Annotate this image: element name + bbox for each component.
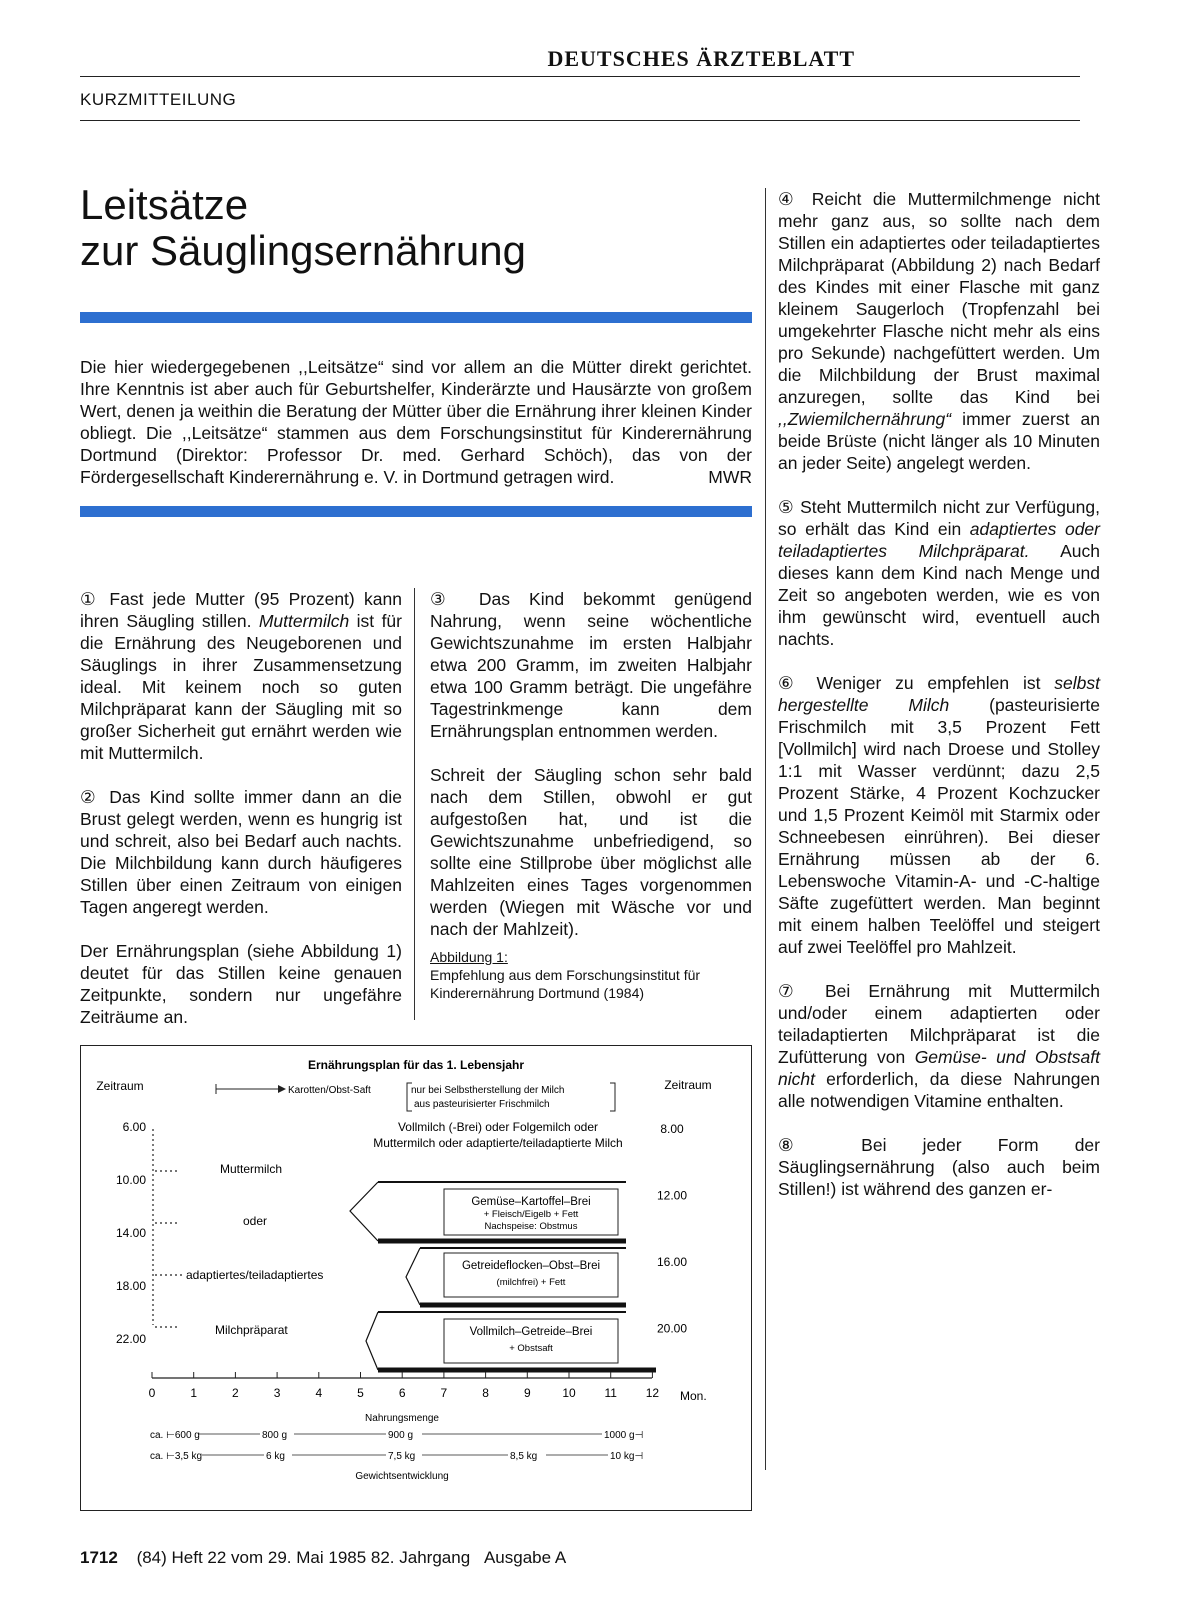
weight-value-4: 10 kg⊣ bbox=[610, 1451, 644, 1462]
month-label-11: 11 bbox=[604, 1386, 617, 1400]
amount-value-2: 900 g bbox=[388, 1430, 414, 1441]
left-time-3: 18.00 bbox=[115, 1279, 146, 1293]
intro-top-bar bbox=[80, 312, 752, 323]
intro-paragraph bbox=[80, 356, 752, 488]
amount-value-0: ca. ⊢600 g bbox=[150, 1430, 200, 1441]
month-label-5: 5 bbox=[357, 1386, 364, 1400]
box-gemuese-line-3: Nachspeise: Obstmus bbox=[484, 1221, 578, 1232]
month-label-7: 7 bbox=[440, 1386, 448, 1400]
paragraph-7: ⑤ Steht Muttermilch nicht zur Verfügung, so erhält das Kind ein adaptiertes oder teiladaptiertes Milchpräparat. Auch dieses kann dem Kind nach Menge und Zeit so angeboten werden, wie es von ihm gewünscht wird, eventuell auch nachts. bbox=[778, 497, 1100, 649]
journal-name: DEUTSCHES ÄRZTEBLATT bbox=[547, 46, 855, 71]
title-line-2: zur Säuglingsernährung bbox=[80, 227, 526, 274]
top-text-line-1: Vollmilch (-Brei) oder Folgemilch oder bbox=[397, 1120, 599, 1134]
month-label-0: 0 bbox=[148, 1386, 156, 1400]
month-label-2: 2 bbox=[232, 1386, 239, 1400]
left-label-milchpraeparat: Milchpräparat bbox=[215, 1323, 288, 1337]
legend-box-line-1: nur bei Selbstherstellung der Milch bbox=[411, 1085, 565, 1096]
paragraph-9: ⑦ Bei Ernährung mit Muttermilch und/oder einem adaptierten oder teiladaptierten Milchpräparat ist die Zufütterung von Gemüse- und Obstsaft nicht erforderlich, da diese Nahrungen alle notwendigen Vitamine enthalten. bbox=[778, 981, 1100, 1111]
month-axis bbox=[149, 1372, 660, 1400]
right-axis-label: Zeitraum bbox=[664, 1078, 712, 1092]
box-gemuese-line-2: + Fleisch/Eigelb + Fett bbox=[483, 1209, 579, 1220]
paragraph-5: Schreit der Säugling schon sehr bald nach dem Stillen, obwohl er gut aufgestoßen hat, und ist die Gewichtszunahme unbefriedigend, so sollte eine Stillprobe über möglichst alle Mahlzeiten eines Tages vorgenommen werden (Wiegen mit Wäsche vor und nach der Mahlzeit). bbox=[430, 765, 752, 939]
weight-value-0: ca. ⊢3,5 kg bbox=[150, 1451, 203, 1462]
paragraph-4: ③ Das Kind bekommt genügend Nahrung, wenn seine wöchentliche Gewichtszunahme im ersten Halbjahr etwa 200 Gramm, im zweiten Halbjahr etwa 100 Gramm beträgt. Die ungefähre Tagestrinkmenge kann dem Ernährungsplan entnommen werden. bbox=[430, 589, 752, 741]
weight-value-2: 7,5 kg bbox=[388, 1451, 416, 1462]
column-1 bbox=[80, 588, 402, 1050]
left-time-ticks bbox=[116, 1120, 146, 1346]
weight-label: Gewichtsentwicklung bbox=[355, 1471, 449, 1482]
left-label-muttermilch: Muttermilch bbox=[220, 1162, 283, 1176]
paragraph-8: ⑥ Weniger zu empfehlen ist selbst hergestellte Milch (pasteurisierte Frischmilch mit 3,5 Prozent Fett [Vollmilch] wird nach Droese und Stolley 1:1 mit Wasser verdünnt; dazu 2,5 Prozent Stärke, 4 Prozent Kochzucker und 1,5 Prozent Keimöl mit Starmix oder Schneebesen einrühren). Bei dieser Ernährung müssen ab der 6. Lebenswoche Vitamin-A- und -C-haltige Säfte zugefüttert werden. Man beginnt mit einem halben Teelöffel und steigert auf zwei Teelöffel pro Mahlzeit. bbox=[778, 673, 1100, 957]
feeding-plan-figure bbox=[80, 1045, 752, 1511]
header-rule bbox=[80, 76, 1080, 77]
left-time-2: 14.00 bbox=[115, 1226, 146, 1240]
amount-value-1: 800 g bbox=[262, 1430, 288, 1441]
month-unit: Mon. bbox=[680, 1389, 707, 1403]
month-label-9: 9 bbox=[523, 1386, 531, 1400]
left-time-0: 6.00 bbox=[122, 1120, 146, 1134]
month-label-10: 10 bbox=[562, 1386, 576, 1400]
month-label-3: 3 bbox=[273, 1386, 281, 1400]
column-rule-2 bbox=[765, 188, 766, 1470]
weight-value-1: 6 kg bbox=[266, 1451, 285, 1462]
legend-arrow-label: Karotten/Obst-Saft bbox=[288, 1085, 371, 1096]
section-label: KURZMITTEILUNG bbox=[80, 90, 237, 109]
box-vollmilch-line-1: Vollmilch–Getreide–Brei bbox=[469, 1326, 593, 1338]
right-time-3: 20.00 bbox=[656, 1321, 688, 1336]
box-gemuese-line-1: Gemüse–Kartoffel–Brei bbox=[471, 1196, 591, 1208]
caption-label: Abbildung 1: bbox=[430, 949, 508, 965]
figure-title: Ernährungsplan für das 1. Lebensjahr bbox=[307, 1058, 525, 1072]
right-time-ticks bbox=[657, 1122, 687, 1336]
left-axis-label: Zeitraum bbox=[96, 1079, 144, 1093]
issue-info: (84) Heft 22 vom 29. Mai 1985 82. Jahrgang bbox=[136, 1548, 471, 1567]
left-time-1: 10.00 bbox=[115, 1173, 146, 1187]
amount-label: Nahrungsmenge bbox=[365, 1413, 439, 1424]
left-label-oder: oder bbox=[243, 1214, 268, 1228]
page-footer bbox=[80, 1548, 576, 1568]
legend-arrow bbox=[216, 1084, 286, 1094]
right-time-1: 12.00 bbox=[656, 1188, 688, 1203]
figure-caption bbox=[430, 948, 752, 1002]
page-number: 1712 bbox=[80, 1548, 118, 1567]
right-time-2: 16.00 bbox=[656, 1255, 688, 1269]
month-label-12: 12 bbox=[645, 1386, 660, 1400]
right-time-0: 8.00 bbox=[660, 1122, 684, 1136]
left-time-4: 22.00 bbox=[115, 1332, 146, 1346]
month-label-1: 1 bbox=[190, 1386, 198, 1400]
amount-value-3: 1000 g⊣ bbox=[604, 1430, 644, 1441]
article-title bbox=[80, 182, 526, 274]
intro-signature: MWR bbox=[708, 467, 752, 487]
paragraph-3: Der Ernährungsplan (siehe Abbildung 1) deutet für das Stillen keine genauen Zeitpunkte, sondern nur ungefähre Zeiträume an. bbox=[80, 941, 402, 1027]
paragraph-1: ① Fast jede Mutter (95 Prozent) kann ihren Säugling stillen. Muttermilch ist für die Ernährung des Neugeborenen und Säuglings in ihrer Zusammensetzung ideal. Mit keinem noch so guten Milchpräparat kann der Säugling mit so großer Sicherheit gut ernährt werden wie mit Muttermilch. bbox=[80, 589, 402, 763]
column-3 bbox=[778, 188, 1100, 1222]
month-label-4: 4 bbox=[315, 1386, 323, 1400]
paragraph-2: ② Das Kind sollte immer dann an die Brust gelegt werden, wenn es hungrig ist und schreit, also bei Bedarf auch nachts. Die Milchbildung kann durch häufigeres Stillen über einen Zeitraum von einigen Tagen angeregt werden. bbox=[80, 787, 402, 917]
box-getreideflocken-line-2: (milchfrei) + Fett bbox=[496, 1277, 566, 1288]
paragraph-10: ⑧ Bei jeder Form der Säuglingsernährung (also auch beim Stillen!) ist während des ganzen er- bbox=[778, 1135, 1100, 1199]
legend-box-line-2: aus pasteurisierter Frischmilch bbox=[414, 1099, 550, 1110]
column-rule-1 bbox=[414, 588, 415, 1020]
top-text-line-2: Muttermilch oder adaptierte/teiladaptierte Milch bbox=[373, 1136, 623, 1150]
intro-text: Die hier wiedergegebenen ,,Leitsätze“ sind vor allem an die Mütter direkt gerichtet. Ihre Kenntnis ist aber auch für Geburtshelfer, Kinderärzte und Hausärzte von großem Wert, denen ja weithin die Beratung der Mütter über die Ernährung ihrer kleinen Kinder obliegt. Die ,,Leitsätze“ stammen aus dem Forschungsinstitut für Kinderernährung Dortmund (Direktor: Professor Dr. med. Gerhard Schöch), das von der Fördergesellschaft Kinderernährung e. V. in Dortmund getragen wird. bbox=[80, 357, 752, 487]
left-dotted-leaders bbox=[153, 1129, 184, 1327]
left-label-adaptiertes: adaptiertes/teiladaptiertes bbox=[186, 1268, 324, 1282]
weight-value-3: 8,5 kg bbox=[510, 1451, 538, 1462]
caption-text: Empfehlung aus dem Forschungsinstitut für Kinderernährung Dortmund (1984) bbox=[430, 967, 701, 1001]
month-label-6: 6 bbox=[398, 1386, 406, 1400]
section-rule bbox=[80, 120, 1080, 121]
box-getreideflocken-line-1: Getreideflocken–Obst–Brei bbox=[461, 1260, 601, 1272]
month-label-8: 8 bbox=[482, 1386, 489, 1400]
title-line-1: Leitsätze bbox=[80, 181, 249, 228]
column-2 bbox=[430, 588, 752, 962]
box-vollmilch-line-2: + Obstsaft bbox=[509, 1343, 553, 1354]
intro-bottom-bar bbox=[80, 506, 752, 517]
edition-info: Ausgabe A bbox=[483, 1548, 567, 1567]
paragraph-6: ④ Reicht die Muttermilchmenge nicht mehr ganz aus, so sollte nach dem Stillen ein adaptiertes oder teiladaptiertes Milchpräparat (Abbildung 2) nach Bedarf des Kindes mit einer Flasche mit ganz kleinem Saugerloch (Tropfenzahl bei umgekehrter Flasche nicht mehr als eins pro Sekunde) nachgefüttert werden. Um die Milchbildung der Brust maximal anzuregen, sollte das Kind bei ,,Zwiemilchernährung“ immer zuerst an beide Brüste (nicht länger als 10 Minuten an jeder Seite) angelegt werden. bbox=[778, 189, 1100, 473]
